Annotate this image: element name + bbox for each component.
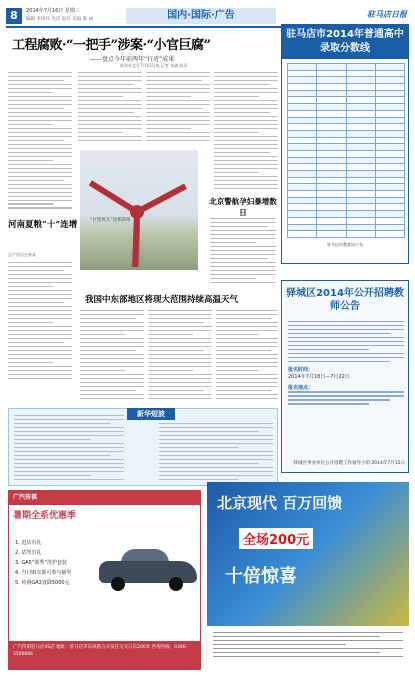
register-time-value: 2014年7月18日—7月22日	[288, 374, 350, 381]
car-ad-offer: 2. 试驾有礼	[15, 550, 42, 556]
car-brand: 广汽传祺	[9, 491, 200, 505]
car-dealer-ad	[8, 490, 201, 670]
henan-story-subtitle: 总产创历史新高	[8, 252, 36, 257]
admission-score-table	[287, 63, 405, 238]
promo-ad-footer	[207, 626, 409, 670]
promo-ad-details	[213, 632, 403, 666]
car-ad-offer: 1. 进店有礼	[15, 540, 42, 546]
car-illustration	[99, 547, 197, 592]
henan-story-body	[8, 262, 72, 382]
section-title: 国内·国际·广告	[126, 8, 276, 24]
teacher-notice-signature: 驿城区事业单位公开招聘工作领导小组 2014年7月15日	[293, 461, 405, 466]
main-story-column-3	[146, 72, 210, 147]
car-ad-footer: 广汽传祺驻马店4S店 地址：驻马店市东风路与开发区交叉口东200米 咨询热线：0396-3506666	[9, 641, 201, 669]
weather-story-column-2	[148, 310, 212, 402]
editor-credits: 编辑 李国伟 电话 报社 美编 陈 丽	[26, 17, 94, 22]
weather-story-headline: 我国中东部地区将现大范围持续高温天气	[85, 295, 239, 305]
page-number: 8	[6, 8, 22, 24]
promo-ad-sub2: 十倍惊喜	[225, 566, 297, 587]
beijing-story-body	[210, 218, 276, 288]
main-story-column-1	[8, 72, 72, 212]
weather-story-column-3	[216, 310, 278, 402]
promo-ad-sub: 全场200元	[239, 528, 313, 549]
promo-ad-title: 北京现代 百万回馈	[217, 494, 343, 512]
news-brief-column-1	[14, 415, 124, 483]
main-story-column-4	[214, 72, 278, 192]
admission-score-title: 驻马店市2014年普通高中录取分数线	[282, 25, 408, 59]
car-ad-title: 暑期全系优惠季	[13, 511, 77, 521]
windmill-photo	[80, 150, 198, 270]
car-ad-offer: 5. 传祺GA3直降5000元	[15, 580, 70, 586]
issue-date: 2014年7月16日 星期三	[26, 8, 80, 14]
main-subhead: ——盘点今年前两年“打虎”成果	[90, 56, 175, 63]
paper-name: 驻马店日报	[367, 9, 407, 19]
main-headline: 工程腐败·“一把手”涉案·“小官巨腐”	[12, 38, 211, 53]
main-story-column-2	[78, 72, 142, 147]
teacher-notice-title: 驿城区2014年公开招聘教师公告	[286, 288, 404, 312]
henan-story-title: 河南夏粮“十”连增	[8, 220, 78, 230]
weather-story-column-1	[80, 310, 144, 402]
car-ad-offer: 4. 当日购车即可参与抽奖	[15, 570, 72, 576]
news-brief-column-2	[159, 423, 273, 483]
beijing-story-title: 北京警航孕妇暴增数日	[209, 197, 277, 217]
promo-ad	[207, 482, 409, 670]
photo-caption: “巨型风车”亮相郑州	[90, 218, 131, 223]
admission-table-note: 驻马店市教育局公布	[327, 241, 363, 247]
main-byline: 新华社北京7月15日电 记者 朱磷 陈菲	[120, 63, 188, 68]
register-time-label: 报名时间：	[288, 367, 314, 374]
teacher-notice-body	[288, 321, 404, 407]
news-brief-label: 新华短波	[127, 408, 175, 420]
register-place-label: 报名地点：	[288, 385, 314, 392]
car-ad-offers	[15, 539, 99, 589]
car-ad-offer: 3. GA5“领秀”洗护套装	[15, 560, 68, 566]
news-brief-box	[8, 408, 278, 486]
teacher-recruit-notice	[281, 280, 409, 473]
admission-score-box	[281, 24, 409, 264]
